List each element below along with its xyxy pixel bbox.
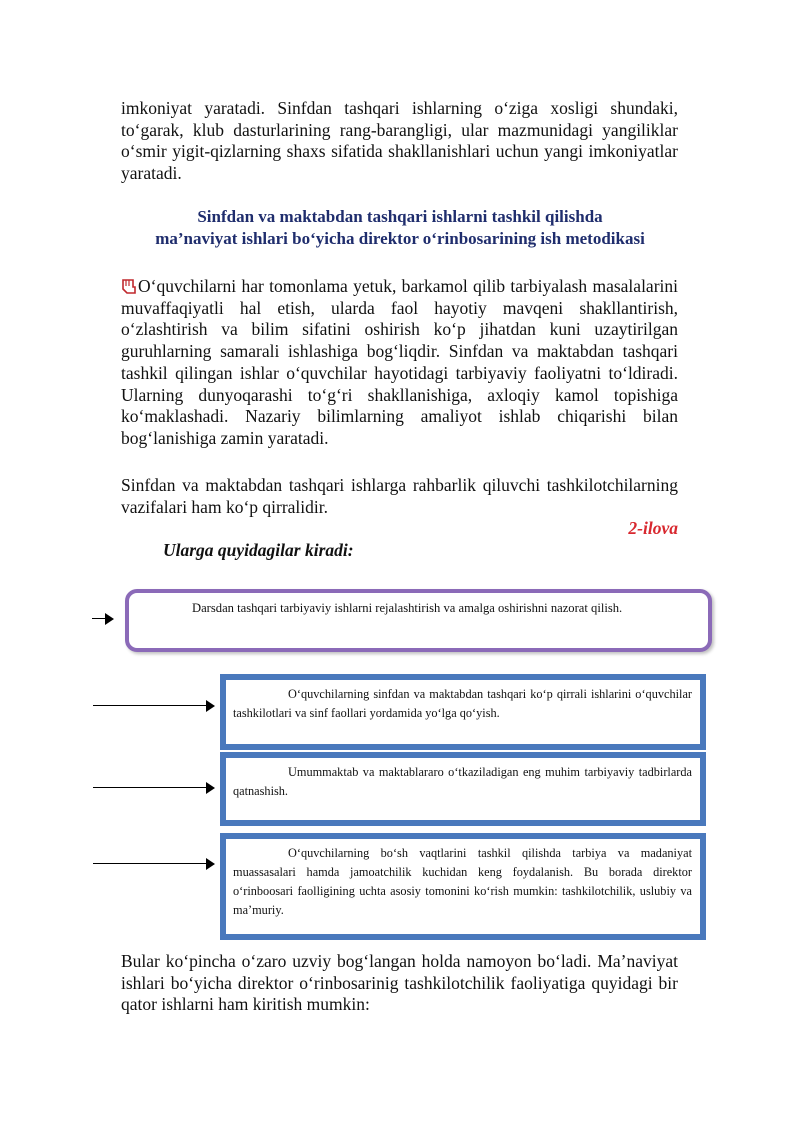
section-heading xyxy=(110,206,690,250)
main-paragraph xyxy=(121,276,678,450)
heading-line-2: ma’naviyat ishlari bo‘yicha direktor o‘rinbosarining ish metodikasi xyxy=(155,229,645,248)
diagram-box-planning-text: Darsdan tashqari tarbiyaviy ishlarni rejalashtirish va amalga oshirishni nazorat qilish. xyxy=(192,601,623,615)
intro-paragraph: imkoniyat yaratadi. Sinfdan tashqari ishlarning o‘ziga xosligi shundaki, to‘garak, klub dasturlarining rang-barangligi, ular mazmunidagi yangiliklar o‘smir yigit-qizlarning shaxs sifatida shakllanishlari uchun yangi imkoniyatlar yaratadi. xyxy=(121,98,678,184)
arrow-right-icon xyxy=(92,613,114,625)
diagram-box-organizations-text: O‘quvchilarning sinfdan va maktabdan tashqari ko‘p qirrali ishlarini o‘quvchilar tashkilotlari va sinf faollari yordamida yo‘lga qo‘yish. xyxy=(233,687,692,720)
list-subheading: Ularga quyidagilar kiradi: xyxy=(163,540,354,560)
diagram-box-organizations xyxy=(220,674,706,750)
diagram-box-leisure xyxy=(220,833,706,940)
closing-paragraph: Bular ko‘pincha o‘zaro uzviy bog‘langan holda namoyon bo‘ladi. Ma’naviyat ishlari bo‘yicha direktor o‘rinbosarinig tashkilotchilik faoliyatiga quyidagi bir qator ishlarni ham kiritish mumkin: xyxy=(121,951,678,1015)
arrow-right-icon xyxy=(93,782,215,794)
pointing-hand-icon xyxy=(121,277,137,295)
main-paragraph-text: O‘quvchilarni har tomonlama yetuk, barkamol qilib tarbiyalash masalalarini muvaffaqiyatli hal etish, ularda faol hayotiy mavqeni shakllantirish, o‘zlashtirish va bilim sifatini oshirish ko‘p jihatdan kuni uzaytirilgan guruhlarning samarali ishlashiga bog‘liqdir. Sinfdan va maktabdan tashqari tashkil qilingan ishlar o‘quvchilar hayotidagi tarbiyaviy faoliyatni to‘ldiradi. Ularning dunyoqarashi to‘g‘ri shakllanishiga, axloqiy kamol topishiga ko‘maklashadi. Nazariy bilimlarning amaliyot ishlab chiqarishi bilan bog‘lanishiga zamin yaratadi. xyxy=(121,276,678,448)
leaders-paragraph: Sinfdan va maktabdan tashqari ishlarga rahbarlik qiluvchi tashkilotchilarning vazifalari ham ko‘p qirralidir. xyxy=(121,475,678,517)
heading-line-1: Sinfdan va maktabdan tashqari ishlarni tashkil qilishda xyxy=(197,207,603,226)
diagram-box-leisure-text: O‘quvchilarning bo‘sh vaqtlarini tashkil qilishda tarbiya va madaniyat muassasalari hamda jamoatchilik kuchidan keng foydalanish. Bu borada direktor o‘rinboosari faolligining uchta asosiy tomonini ko‘rish mumkin: tashkilotchilik, uslubiy va ma’muriy. xyxy=(233,846,692,917)
diagram-box-events xyxy=(220,752,706,826)
arrow-right-icon xyxy=(93,700,215,712)
appendix-label: 2-ilova xyxy=(628,518,678,538)
diagram-box-planning xyxy=(125,589,712,652)
diagram-box-events-text: Umummaktab va maktablararo o‘tkaziladigan eng muhim tarbiyaviy tadbirlarda qatnashish. xyxy=(233,765,692,798)
arrow-right-icon xyxy=(93,858,215,870)
